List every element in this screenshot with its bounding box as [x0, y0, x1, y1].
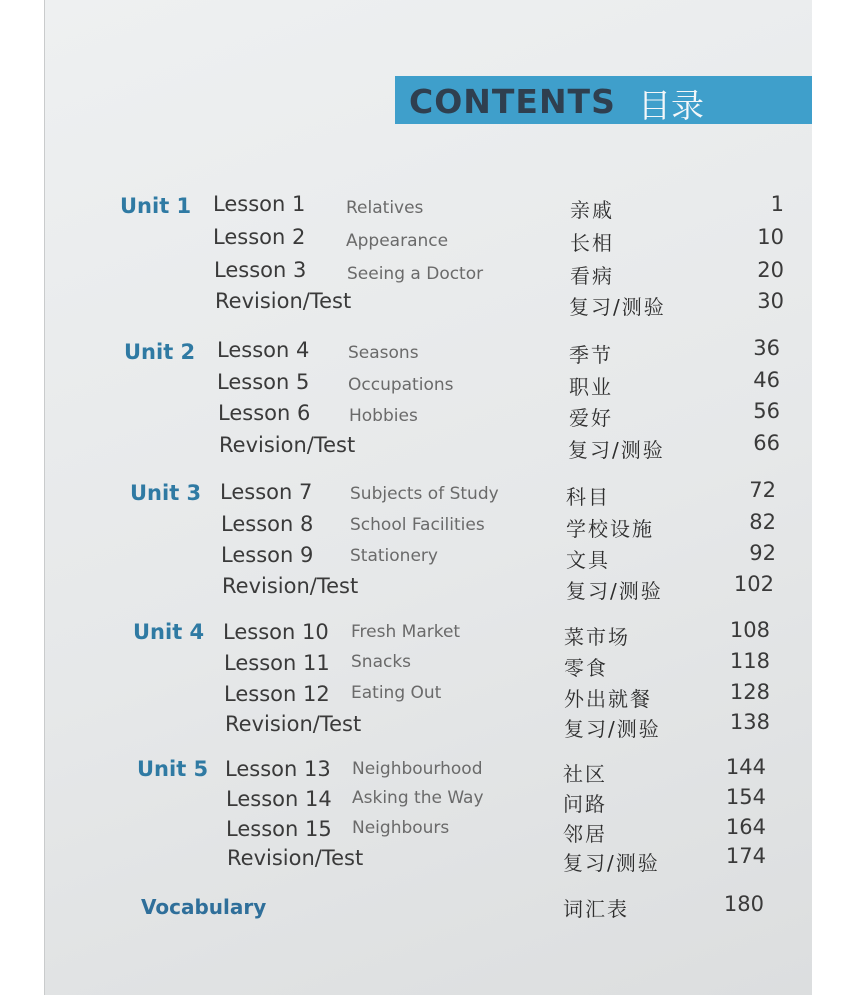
revision-label-cn: 复习/测验 [564, 717, 661, 741]
lesson-title-cn: 邻居 [563, 822, 607, 846]
unit-label: Unit 1 [120, 194, 192, 218]
toc-row[interactable] [44, 755, 812, 789]
page-number: 144 [725, 755, 766, 779]
revision-label-cn: 复习/测验 [569, 295, 666, 319]
lesson-title-cn: 科目 [566, 485, 610, 509]
toc-row[interactable] [44, 478, 812, 512]
lesson-label: Lesson 6 [218, 401, 311, 425]
lesson-title: Fresh Market [351, 622, 461, 642]
lesson-title-cn: 外出就餐 [564, 687, 652, 711]
toc-row[interactable] [44, 287, 812, 321]
page-number: 20 [757, 258, 784, 282]
toc-row[interactable] [44, 336, 812, 370]
contents-banner [395, 76, 812, 124]
page-number: 128 [729, 680, 770, 704]
toc-row[interactable] [44, 431, 812, 465]
toc-row[interactable] [44, 256, 812, 290]
page-number: 108 [729, 618, 770, 642]
toc-row[interactable] [44, 618, 812, 652]
page-number: 66 [753, 431, 780, 455]
lesson-title: Seasons [348, 343, 419, 363]
lesson-label: Lesson 2 [213, 225, 306, 249]
lesson-title: Occupations [348, 375, 454, 395]
lesson-title: School Facilities [350, 515, 485, 535]
page-number: 174 [725, 844, 766, 868]
lesson-title-cn: 文具 [566, 548, 610, 572]
lesson-title: Neighbours [352, 818, 450, 838]
revision-label-cn: 复习/测验 [568, 438, 665, 462]
contents-page [44, 0, 812, 995]
lesson-title: Relatives [346, 198, 424, 218]
lesson-title-cn: 亲戚 [570, 198, 614, 222]
toc-row[interactable] [44, 680, 812, 714]
page-title: CONTENTS [409, 82, 616, 121]
lesson-title-cn: 菜市场 [564, 625, 630, 649]
lesson-title: Stationery [350, 546, 438, 566]
lesson-title-cn: 职业 [569, 375, 613, 399]
revision-label-cn: 复习/测验 [566, 579, 663, 603]
lesson-title-cn: 社区 [563, 762, 607, 786]
lesson-title: Asking the Way [352, 788, 484, 808]
page-number: 46 [753, 368, 780, 392]
page-number: 92 [749, 541, 776, 565]
page-number: 154 [725, 785, 766, 809]
toc-row[interactable] [44, 649, 812, 683]
lesson-title-cn: 季节 [569, 343, 613, 367]
lesson-title: Seeing a Doctor [347, 264, 484, 284]
toc-row[interactable] [44, 710, 812, 744]
revision-label: Revision/Test [215, 289, 352, 313]
page-title-cn: 目录 [638, 86, 704, 125]
revision-label: Revision/Test [219, 433, 356, 457]
toc-row[interactable] [44, 190, 812, 224]
lesson-label: Lesson 14 [226, 787, 332, 811]
lesson-label: Lesson 11 [224, 651, 330, 675]
page-number: 102 [733, 572, 774, 596]
toc-row[interactable] [44, 510, 812, 544]
revision-label: Revision/Test [222, 574, 359, 598]
lesson-label: Lesson 8 [221, 512, 314, 536]
lesson-title-cn: 爱好 [569, 406, 613, 430]
page-number: 1 [770, 192, 784, 216]
lesson-title: Snacks [351, 652, 412, 672]
toc-row[interactable] [44, 223, 812, 257]
page-number: 164 [725, 815, 766, 839]
toc-row[interactable] [44, 572, 812, 606]
unit-label: Unit 5 [137, 757, 209, 781]
lesson-label: Lesson 10 [223, 620, 329, 644]
unit-label: Unit 2 [124, 340, 196, 364]
lesson-title: Eating Out [351, 683, 442, 703]
page-number: 56 [753, 399, 780, 423]
page-number: 82 [749, 510, 776, 534]
lesson-label: Lesson 5 [217, 370, 310, 394]
toc-row[interactable] [44, 844, 812, 878]
page-number: 180 [723, 892, 764, 916]
toc-row[interactable] [44, 399, 812, 433]
lesson-label: Lesson 13 [225, 757, 331, 781]
lesson-title-cn: 零食 [564, 656, 608, 680]
lesson-title-cn: 长相 [570, 231, 614, 255]
lesson-title-cn: 问路 [563, 792, 607, 816]
unit-label: Unit 4 [133, 620, 205, 644]
lesson-title-cn: 学校设施 [566, 517, 654, 541]
revision-label-cn: 复习/测验 [563, 851, 660, 875]
lesson-label: Lesson 1 [213, 192, 306, 216]
lesson-label: Lesson 7 [220, 480, 313, 504]
revision-label: Revision/Test [227, 846, 364, 870]
toc-row[interactable] [44, 541, 812, 575]
lesson-label: Lesson 15 [226, 817, 332, 841]
lesson-title: Neighbourhood [352, 759, 483, 779]
toc-row[interactable] [44, 892, 812, 926]
toc-row[interactable] [44, 368, 812, 402]
lesson-title: Subjects of Study [350, 484, 499, 504]
revision-label: Revision/Test [225, 712, 362, 736]
toc-row[interactable] [44, 785, 812, 819]
page-number: 30 [757, 289, 784, 313]
vocabulary-label: Vocabulary [141, 895, 267, 919]
page-number: 138 [729, 710, 770, 734]
page-number: 118 [729, 649, 770, 673]
lesson-label: Lesson 9 [221, 543, 314, 567]
lesson-label: Lesson 12 [224, 682, 330, 706]
lesson-title: Appearance [346, 231, 449, 251]
lesson-label: Lesson 4 [217, 338, 310, 362]
page-number: 10 [757, 225, 784, 249]
page-number: 36 [753, 336, 780, 360]
lesson-title: Hobbies [349, 406, 418, 426]
lesson-label: Lesson 3 [214, 258, 307, 282]
vocabulary-label-cn: 词汇表 [563, 897, 629, 921]
page-number: 72 [749, 478, 776, 502]
lesson-title-cn: 看病 [570, 264, 614, 288]
unit-label: Unit 3 [130, 481, 202, 505]
